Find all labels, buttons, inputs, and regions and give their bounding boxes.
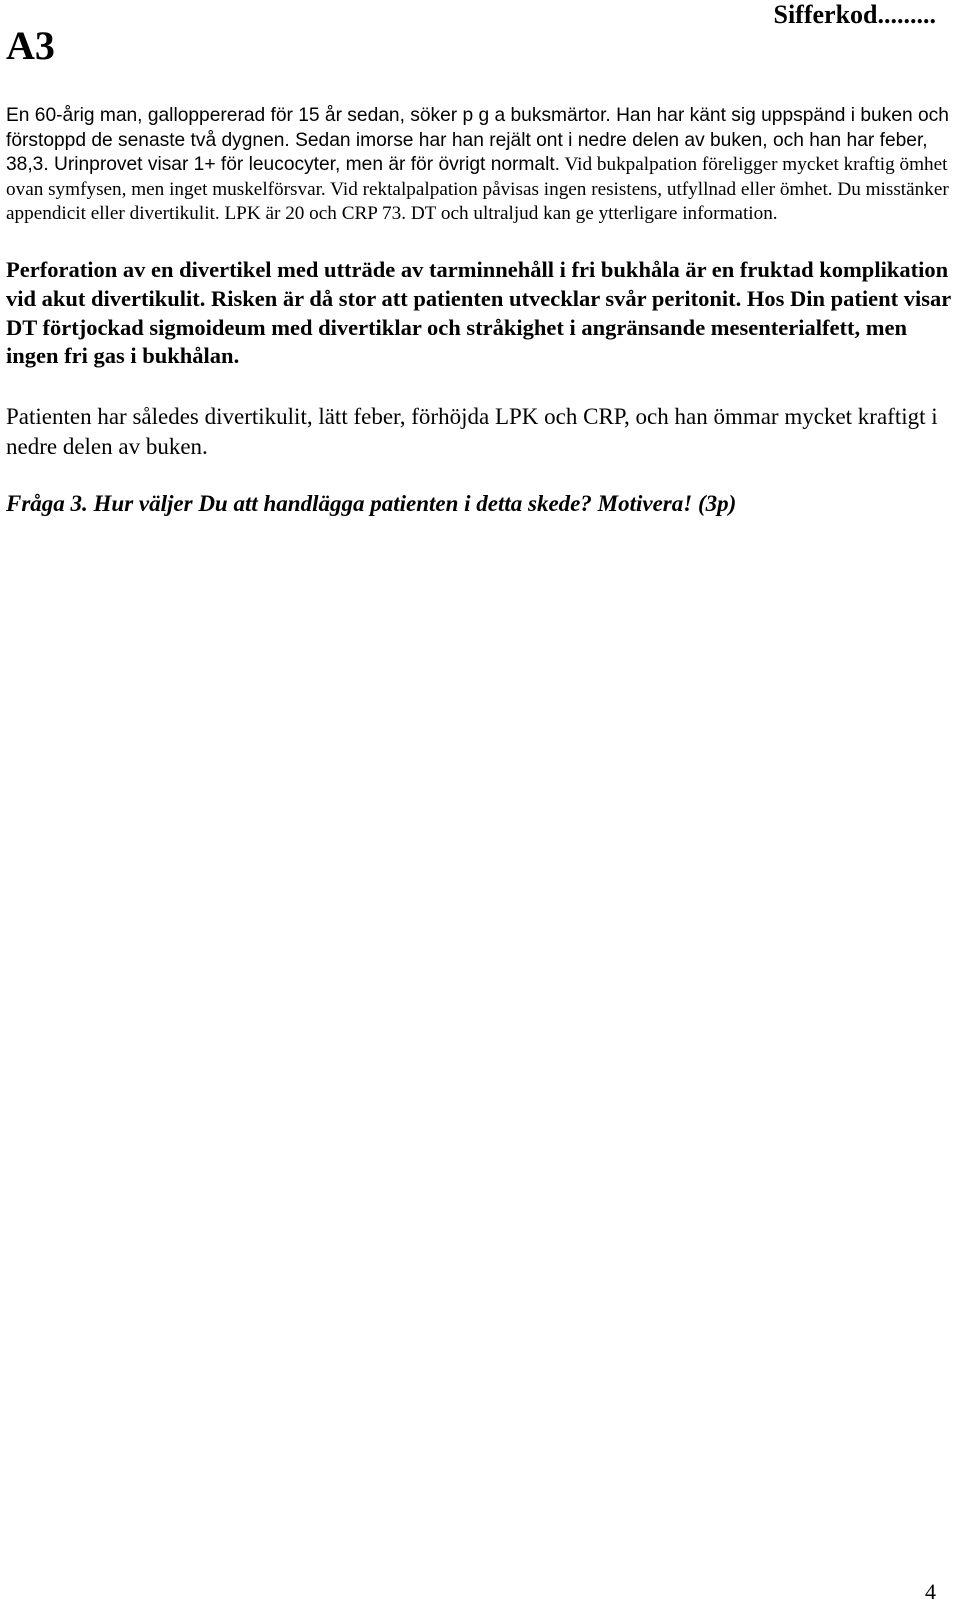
case-description-findings: Vid bukpalpation föreligger mycket kraftig ömhet ovan symfysen, men inget muskelförsvar. Vid rektalpalpation påvisas ingen resistens, utfyllnad eller ömhet. Du misstänker appendicit eller divertikulit. LPK är 20 och CRP 73. DT och ultraljud kan ge ytterligare information. xyxy=(6,154,949,225)
question-prompt: Fråga 3. Hur väljer Du att handlägga patienten i detta skede? Motivera! (3p) xyxy=(6,491,737,516)
complication-paragraph: Perforation av en divertikel med utträde av tarminnehåll i fri bukhåla är en fruktad komplikation vid akut divertikulit. Risken är då stor att patienten utvecklar svår peritonit. Hos Din patient visar DT förtjockad sigmoideum med divertiklar och stråkighet i angränsande mesenterialfett, men ingen fri gas i bukhålan. xyxy=(6,257,951,369)
code-label: Sifferkod......... xyxy=(773,0,936,29)
case-description xyxy=(6,104,952,227)
case-description-intro: En 60-årig man, galloppererad för 15 år sedan, söker p g a buksmärtor. Han har känt sig uppspänd i buken och förstoppd de senaste två dygnen. Sedan imorse har han rejält ont i nedre delen av buken, och han har feber, 38,3. Urinprovet visar 1+ för leucocyter, men är för övrigt normalt. xyxy=(6,105,949,176)
page-heading: A3 xyxy=(6,23,55,68)
page-number: 4 xyxy=(925,1579,936,1604)
summary-paragraph: Patienten har således divertikulit, lätt feber, förhöjda LPK och CRP, och han ömmar mycket kraftigt i nedre delen av buken. xyxy=(6,404,938,459)
